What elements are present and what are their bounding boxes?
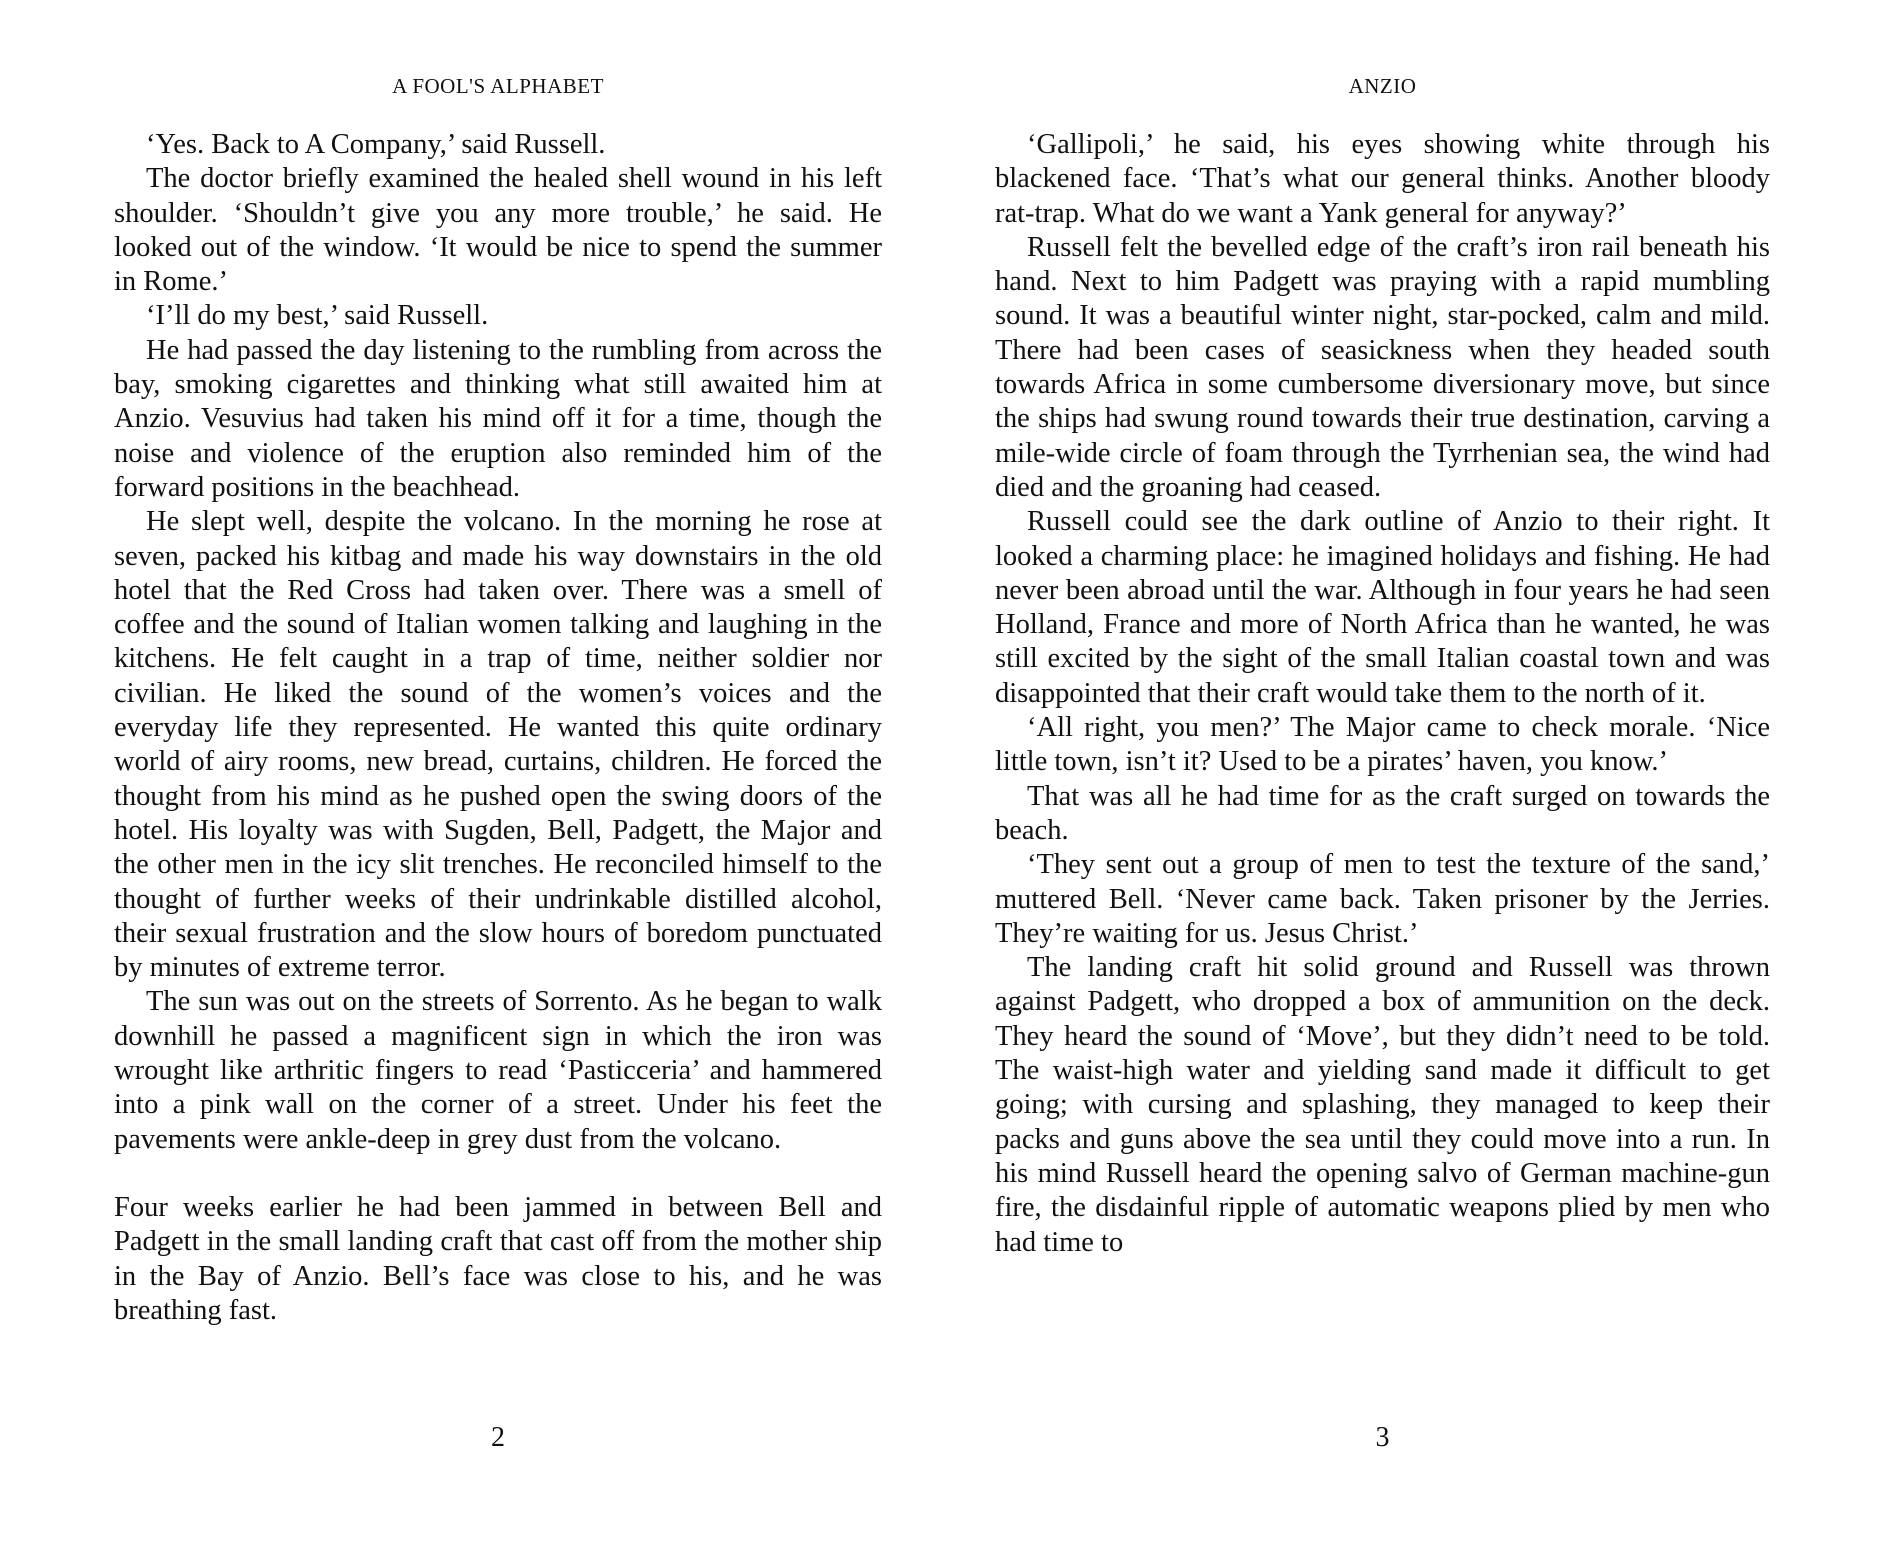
paragraph: The doctor briefly examined the healed shell wound in his left shoulder. ‘Shouldn’t give you any more trouble,’ he said. He looked out of the window. ‘It would be nice to spend the summer in Rome.’ [114, 163, 882, 298]
paragraph: He slept well, despite the volcano. In the morning he rose at seven, packed his kitbag and made his way downstairs in the old hotel that the Red Cross had taken over. There was a smell of coffee and the sound of Italian women talking and laughing in the kitchens. He felt caught in a trap of time, neither soldier nor civilian. He liked the sound of the women’s voices and the everyday life they represented. He wanted this quite ordinary world of airy rooms, new bread, curtains, children. He forced the thought from his mind as he pushed open the swing doors of the hotel. His loyalty was with Sugden, Bell, Padgett, the Major and the other men in the icy slit trenches. He reconciled himself to the thought of further weeks of their undrinkable distilled alcohol, their sexual frustration and the slow hours of boredom punctuated by minutes of extreme terror. [114, 506, 882, 984]
paragraph: ‘Gallipoli,’ he said, his eyes showing white through his blackened face. ‘That’s what our general thinks. Another bloody rat-trap. What do we want a Yank general for anyway?’ [995, 129, 1770, 229]
paragraph: ‘They sent out a group of men to test the texture of the sand,’ muttered Bell. ‘Never came back. Taken prisoner by the Jerries. They’re waiting for us. Jesus Christ.’ [995, 849, 1770, 949]
paragraph: The landing craft hit solid ground and Russell was thrown against Padgett, who dropped a box of ammunition on the deck. They heard the sound of ‘Move’, but they didn’t need to be told. The waist-high water and yielding sand made it difficult to get going; with cursing and splashing, they managed to keep their packs and guns above the sea until they could move into a run. In his mind Russell heard the opening salvo of German machine-gun fire, the disdainful ripple of automatic weapons plied by men who had time to [995, 952, 1770, 1258]
page-number: 2 [491, 1422, 505, 1453]
paragraph: ‘All right, you men?’ The Major came to check morale. ‘Nice little town, isn’t it? Used to be a pirates’ haven, you know.’ [995, 712, 1770, 778]
running-head: A FOOL'S ALPHABET [392, 74, 604, 98]
paragraph: That was all he had time for as the craft surged on towards the beach. [995, 780, 1770, 846]
section-break-paragraph: Four weeks earlier he had been jammed in between Bell and Padgett in the small landing craft that cast off from the mother ship in the Bay of Anzio. Bell’s face was close to his, and he was breathing fast. [114, 1191, 882, 1326]
running-head: ANZIO [1348, 74, 1417, 98]
paragraph: ‘I’ll do my best,’ said Russell. [146, 300, 489, 332]
paragraph: Russell felt the bevelled edge of the craft’s iron rail beneath his hand. Next to him Padgett was praying with a rapid mumbling sound. It was a beautiful winter night, star-pocked, calm and mild. There had been cases of seasickness when they headed south towards Africa in some cumbersome diversionary move, but since the ships had swung round towards their true destination, carving a mile-wide circle of foam through the Tyrrhenian sea, the wind had died and the groaning had ceased. [995, 231, 1770, 503]
body-text [995, 128, 1770, 1260]
page-number: 3 [1375, 1422, 1390, 1453]
paragraph: Russell could see the dark outline of Anzio to their right. It looked a charming place: he imagined holidays and fishing. He had never been abroad until the war. Although in four years he had seen Holland, France and more of North Africa than he wanted, he was still excited by the sight of the small Italian coastal town and was disappointed that their craft would take them to the north of it. [995, 506, 1770, 709]
left-page [114, 0, 882, 1546]
right-page [995, 0, 1770, 1546]
paragraph: The sun was out on the streets of Sorrento. As he began to walk downhill he passed a magnificent sign in which the iron was wrought like arthritic fingers to read ‘Pasticceria’ and hammered into a pink wall on the corner of a street. Under his feet the pavements were ankle-deep in grey dust from the volcano. [114, 986, 882, 1155]
paragraph: He had passed the day listening to the rumbling from across the bay, smoking cigarettes and thinking what still awaited him at Anzio. Vesuvius had taken his mind off it for a time, though the noise and violence of the eruption also reminded him of the forward positions in the beachhead. [114, 334, 882, 503]
body-text [114, 128, 882, 1328]
paragraph: ‘Yes. Back to A Company,’ said Russell. [146, 129, 606, 160]
